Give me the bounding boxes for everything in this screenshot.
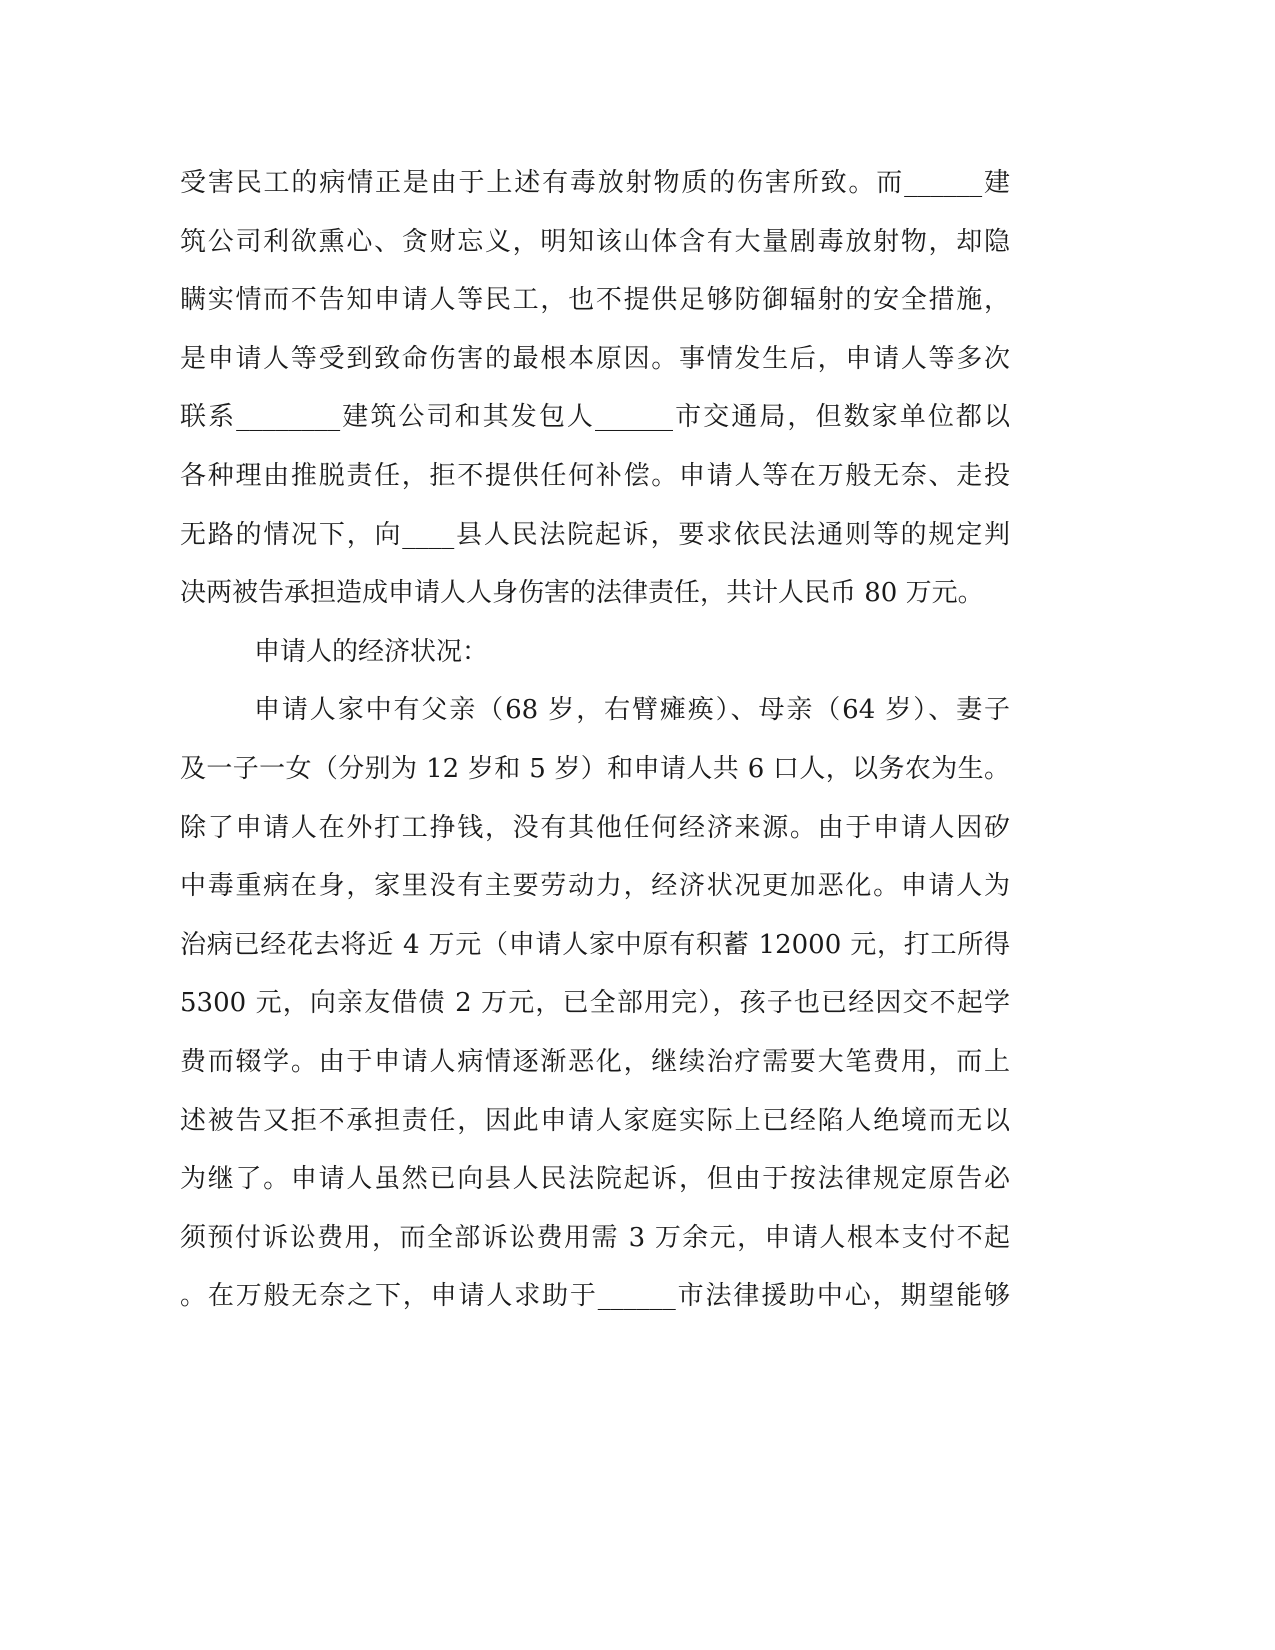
document-page	[180, 154, 1010, 1326]
text-line: 中毒重病在身，家里没有主要劳动力，经济状况更加恶化。申请人为	[180, 871, 1010, 902]
paragraph-economic-status	[180, 681, 1010, 1326]
text-line: 及一子一女（分别为 12 岁和 5 岁）和申请人共 6 口人，以务农为生。	[180, 753, 1010, 784]
text-line: 各种理由推脱责任，拒不提供任何补偿。申请人等在万般无奈、走投	[180, 460, 1010, 491]
text-line: 除了申请人在外打工挣钱，没有其他任何经济来源。由于申请人因矽	[180, 812, 1010, 843]
text-line: 受害民工的病情正是由于上述有毒放射物质的伤害所致。而______建	[180, 168, 1010, 198]
text-line: 5300 元，向亲友借债 2 万元，已全部用完），孩子也已经因交不起学	[180, 988, 1010, 1019]
text-line: 治病已经花去将近 4 万元（申请人家中原有积蓄 12000 元，打工所得	[180, 929, 1010, 960]
text-line: 筑公司利欲熏心、贪财忘义，明知该山体含有大量剧毒放射物，却隐	[180, 226, 1010, 257]
text-line: 瞒实情而不告知申请人等民工，也不提供足够防御辐射的安全措施，	[180, 285, 1010, 316]
text-line: 申请人家中有父亲（68 岁，右臂瘫痪）、母亲（64 岁）、妻子	[254, 695, 1010, 726]
text-line: 联系________建筑公司和其发包人______市交通局，但数家单位都以	[180, 402, 1010, 433]
text-line: 。在万般无奈之下，申请人求助于______市法律援助中心，期望能够	[180, 1281, 1010, 1312]
paragraph-case-facts	[180, 154, 1010, 623]
text-line: 述被告又拒不承担责任，因此申请人家庭实际上已经陷人绝境而无以	[180, 1105, 1010, 1136]
text-line: 无路的情况下，向____县人民法院起诉，要求依民法通则等的规定判	[180, 519, 1010, 550]
text-line: 是申请人等受到致命伤害的最根本原因。事情发生后，申请人等多次	[180, 343, 1010, 374]
text-line: 为继了。申请人虽然已向县人民法院起诉，但由于按法律规定原告必	[180, 1164, 1010, 1195]
text-line: 须预付诉讼费用，而全部诉讼费用需 3 万余元，申请人根本支付不起	[180, 1222, 1010, 1253]
text-line: 决两被告承担造成申请人人身伤害的法律责任，共计人民币 80 万元。	[180, 578, 984, 609]
section-heading-economic-status: 申请人的经济状况：	[254, 636, 489, 667]
text-line: 费而辍学。由于申请人病情逐渐恶化，继续治疗需要大笔费用，而上	[180, 1046, 1010, 1077]
